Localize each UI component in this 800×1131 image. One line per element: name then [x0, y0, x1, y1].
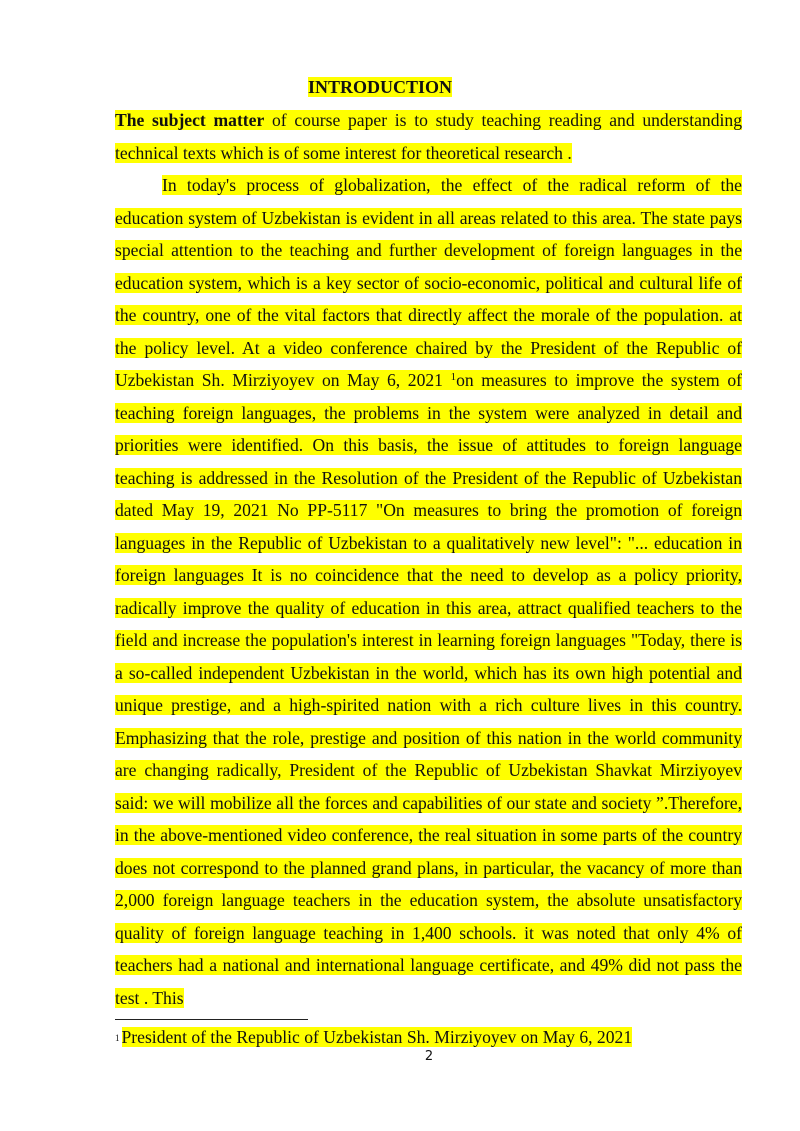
paragraph-subject-matter — [115, 104, 742, 169]
footnote-mark: 1 — [115, 1033, 120, 1043]
globalization-text-part2: on measures to improve the system of teaching foreign languages, the problems in the system were analyzed in detail and priorities were identified. On this basis, the issue of attitudes to foreign language teaching is addressed in the Resolution of the President of the Republic of Uzbekistan dated May 19, 2021 No PP-5117 "On measures to bring the promotion of foreign languages in the Republic of Uzbekistan to a qualitatively new level": "... education in foreign languages It is no coincidence that the need to develop as a policy priority, radically improve the quality of education in this area, attract qualified teachers to the field and increase the population's interest in learning foreign languages "Today, there is a so-called independent Uzbekistan in the world, which has its own high potential and unique prestige, and a high-spirited nation with a rich culture lives in this country. Emphasizing that the role, prestige and position of this nation in the world community are changing radically, President of the Republic of Uzbekistan Shavkat Mirziyoyev said: we will mobilize all the forces and capabilities of our state and society ”.Therefore, in the above-mentioned video conference, the real situation in some parts of the country does not correspond to the planned grand plans, in particular, the vacancy of more than 2,000 foreign language teachers in the education system, the absolute unsatisfactory quality of foreign language teaching in 1,400 schools. it was noted that only 4% of teachers had a national and international language certificate, and 49% did not pass the test . This — [115, 370, 742, 1008]
subject-matter-lead: The subject matter — [115, 110, 265, 130]
page-number: 2 — [424, 1049, 434, 1064]
footnote — [115, 1025, 632, 1050]
footnote-separator — [115, 1019, 308, 1020]
footnote-reference: 1 — [450, 371, 457, 383]
body-text — [115, 104, 742, 1014]
paragraph-globalization — [115, 169, 742, 1014]
section-heading-text: INTRODUCTION — [307, 77, 453, 97]
footnote-text: President of the Republic of Uzbekistan Sh. Mirziyoyev on May 6, 2021 — [121, 1027, 633, 1047]
section-heading — [0, 76, 760, 98]
globalization-text-part1: In today's process of globalization, the effect of the radical reform of the education system of Uzbekistan is evident in all areas related to this area. The state pays special attention to the teaching and further development of foreign languages in the education system, which is a key sector of socio-economic, political and cultural life of the country, one of the vital factors that directly affect the morale of the population. at the policy level. At a video conference chaired by the President of the Republic of Uzbekistan Sh. Mirziyoyev on May 6, 2021 — [115, 175, 742, 390]
subject-matter-text: of course paper is to study teaching reading and understanding technical texts which is of some interest for theoretical research . — [115, 110, 742, 163]
